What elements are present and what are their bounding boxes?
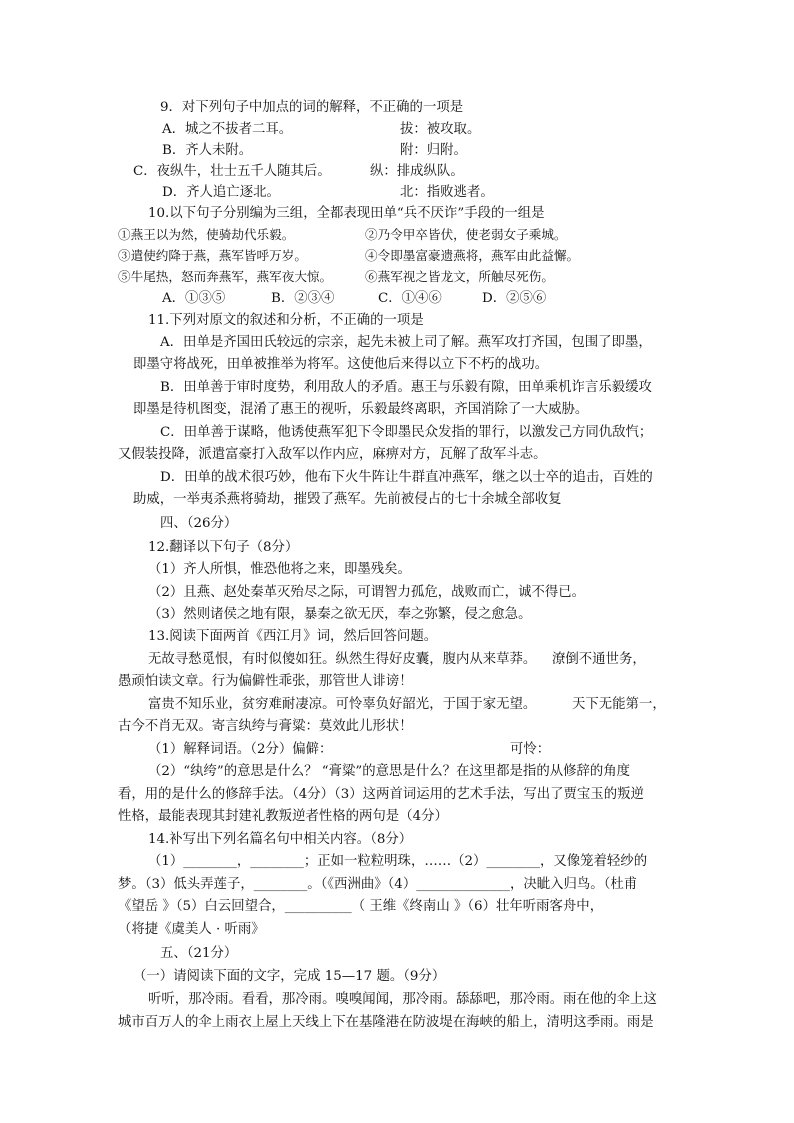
section-4-heading: 四、（26分）	[160, 516, 238, 531]
q9-option-d: D．齐人追亡逐北。	[162, 185, 280, 200]
q10-option-a: A．①③⑤	[162, 291, 226, 306]
q14-line3: 《望岳 》（5）白云回望合，__________（ 王维《终南山 》（6）壮年听雨客舟中，	[118, 899, 604, 914]
q9-option-c-explanation: 纵：排成纵队。	[370, 164, 464, 179]
passage-line2: 城市百万人的伞上雨衣上屋上天线上下在基隆港在防波堤在海峡的船上，清明这季雨。雨是	[118, 1015, 654, 1030]
q14-line2: 梦。（3）低头弄莲子，________。（《西洲曲》（4）______________，决眦入归鸟。（杜甫	[118, 877, 638, 892]
q9-option-c: C．夜纵牛，壮士五千人随其后。	[133, 164, 331, 179]
q12-sentence-2: （2）且燕、赵处秦革灭殆尽之际，可谓智力孤危，战败而亡，诚不得已。	[148, 585, 586, 600]
q13-subq2-line2: 看，用的是什么的修辞手法。（4分）（3）这两首词运用的艺术手法，写出了贾宝玉的叛逆	[118, 787, 644, 802]
passage-line1: 听听，那冷雨。看看，那冷雨。嗅嗅闻闻，那冷雨。舔舔吧，那冷雨。雨在他的伞上这	[148, 992, 657, 1007]
q13-subq1: （1）解释词语。（2分）偏僻：	[148, 742, 333, 757]
q11-option-d-line1: D．田单的战术很巧妙，他布下火牛阵让牛群直冲燕军，继之以士卒的追击，百姓的	[160, 470, 653, 485]
q10-sentence-6: ⑥燕军视之皆龙文，所触尽死伤。	[365, 269, 554, 284]
q13-subq2-line3: 性格，最能表现其封建礼教叛逆者性格的两句是（4分）	[118, 809, 448, 824]
q14-line4: （将捷《虞美人 · 听雨》	[118, 922, 265, 937]
q9-option-a-explanation: 拔：被攻取。	[400, 122, 481, 137]
q9-option-b-explanation: 附：归附。	[400, 143, 467, 158]
q10-sentence-4: ④令即墨富豪遗燕将，燕军由此益懈。	[365, 248, 580, 263]
q13-poem1-line1: 无故寻愁觅恨，有时似傻如狂。纵然生得好皮囊，腹内从来草莽。	[148, 652, 537, 667]
q12-sentence-3: （3）然则诸侯之地有限，暴秦之欲无厌，奉之弥繁，侵之愈急。	[148, 607, 532, 622]
q13-subq2-line1: （2）“纨绔”的意思是什么？ “膏粱”的意思是什么？在这里都是指的从修辞的角度	[148, 764, 631, 779]
q13-poem2-line1-end: 天下无能第一，	[572, 697, 666, 712]
q10-option-b: B．②③④	[271, 291, 335, 306]
q10-sentence-5: ⑤牛尾热，怒而奔燕军，燕军夜大惊。	[118, 269, 333, 284]
q9-option-a: A．城之不拔者二耳。	[162, 122, 293, 137]
q11-option-c-line1: C．田单善于谋略，他诱使燕军犯下令即墨民众发指的罪行，以激发己方同仇敌忾；	[160, 425, 653, 440]
q13-poem2-line1: 富贵不知乐业，贫穷难耐凄凉。可怜辜负好韶光，于国于家无望。	[148, 697, 537, 712]
q11-option-c-line2: 又假装投降，派遣富豪打入敌军以作内应，麻痹对方，瓦解了敌军斗志。	[118, 447, 547, 462]
q10-sentence-2: ②乃令甲卒皆伏，使老弱女子乘城。	[365, 227, 567, 242]
q13-poem1-line2: 愚顽怕读文章。行为偏僻性乖张，那管世人诽谤！	[118, 674, 413, 689]
q10-sentence-3: ③遣使约降于燕，燕军皆呼万岁。	[118, 248, 307, 263]
q9-option-d-explanation: 北：指败逃者。	[400, 185, 494, 200]
q11-option-a-line1: A．田单是齐国田氏较远的宗亲，起先未被上司了解。燕军攻打齐国，包围了即墨，	[160, 335, 652, 350]
q13-poem1-line1-end: 潦倒不通世务，	[552, 652, 646, 667]
q11-option-a-line2: 即墨守将战死，田单被推举为将军。这使他后来得以立下不朽的战功。	[133, 357, 549, 372]
q12-title: 12.翻译以下句子（8分）	[148, 540, 299, 555]
q10-title: 10.以下句子分别编为三组，全都表现田单“兵不厌诈”手段的一组是	[148, 206, 545, 221]
q11-title: 11.下列对原文的叙述和分析，不正确的一项是	[148, 313, 424, 328]
q13-subq1-part2: 可怜：	[510, 742, 551, 757]
q12-sentence-1: （1）齐人所惧，惟恐他将之来，即墨残矣。	[148, 562, 411, 577]
q13-poem2-line2: 古今不肖无双。寄言纨绔与膏粱：莫效此儿形状！	[118, 719, 413, 734]
q10-option-d: D．②⑤⑥	[482, 291, 547, 306]
q11-option-b-line1: B．田单善于审时度势，利用敌人的矛盾。惠王与乐毅有隙，田单乘机诈言乐毅缓攻	[160, 380, 652, 395]
q14-title: 14.补写出下列名篇名句中相关内容。（8分）	[148, 832, 413, 847]
q9-title: 9．对下列句子中加点的词的解释，不正确的一项是	[160, 100, 464, 115]
q11-option-b-line2: 即墨是待机图变，混淆了惠王的视听，乐毅最终离职，齐国消除了一大威胁。	[133, 402, 589, 417]
q15-title: （一）请阅读下面的文字，完成 15—17 题。（9分）	[133, 969, 446, 984]
q14-line1: （1）________，________；正如一粒粒明珠，……（2）________，又像笼着轻纱的	[148, 854, 648, 869]
q9-option-b: B．齐人未附。	[162, 143, 253, 158]
q10-sentence-1: ①燕王以为然，使骑劫代乐毅。	[118, 227, 295, 242]
q13-title: 13.阅读下面两首《西江月》词，然后回答问题。	[148, 629, 438, 644]
q10-option-c: C．①④⑥	[378, 291, 442, 306]
section-5-heading: 五、（21分）	[160, 946, 238, 961]
q11-option-d-line2: 助威，一举夷杀燕将骑劫，摧毁了燕军。先前被侵占的七十余城全部收复	[133, 492, 562, 507]
